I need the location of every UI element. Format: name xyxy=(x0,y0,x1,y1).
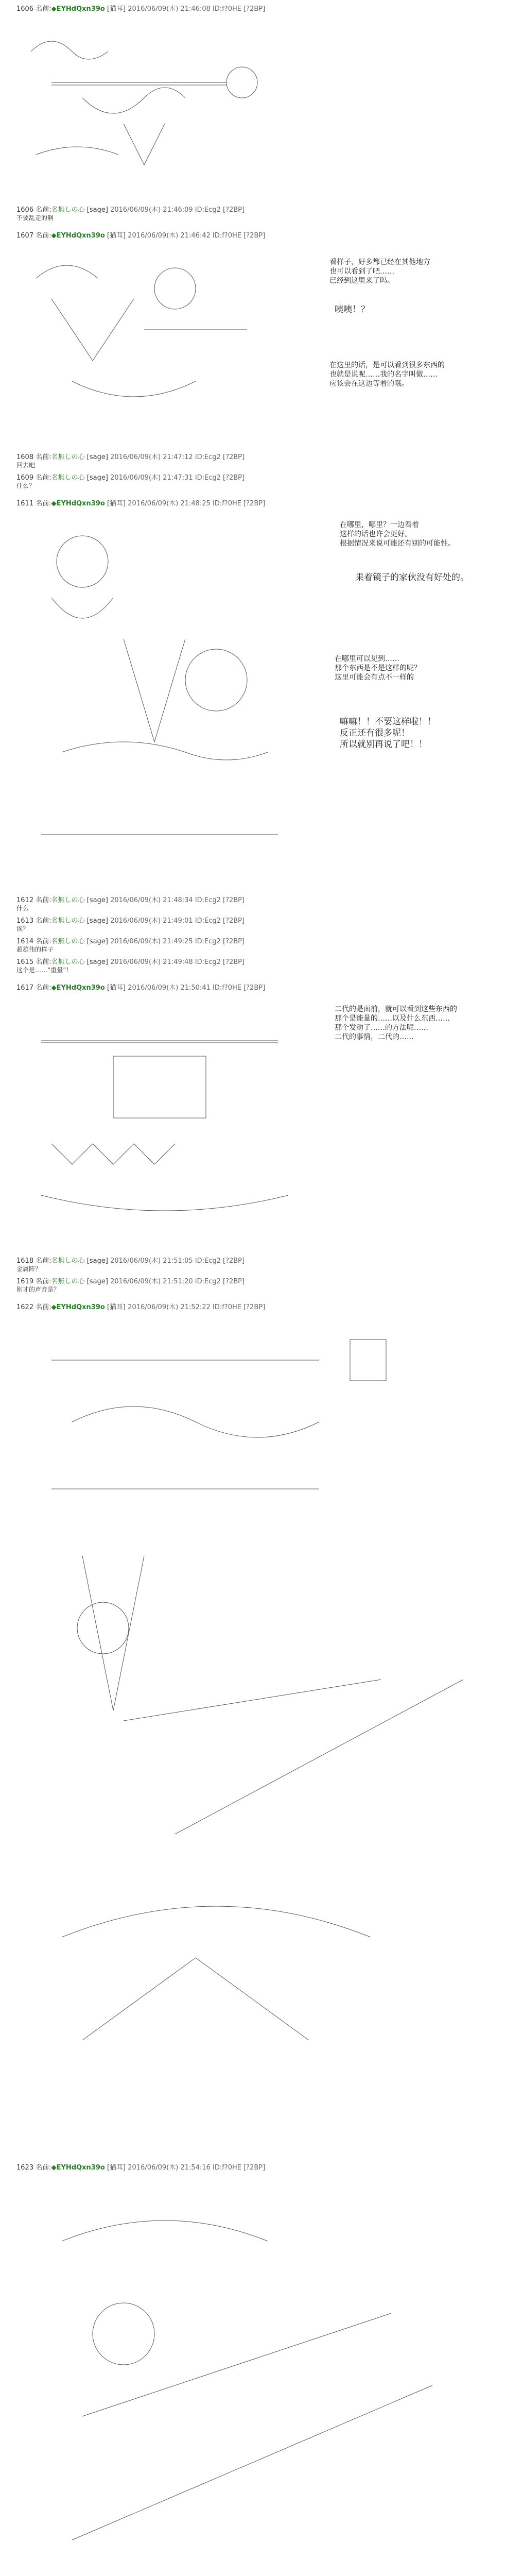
post-1618 xyxy=(16,1257,490,1273)
dialogue-text: 二代的是面前，就可以看到这些东西的 那个是能量的……以及什么东西…… 那个发动了……的方法呢…… 二代的事情，二代的…… xyxy=(335,1005,457,1041)
post-body: 金属阵？ xyxy=(16,1265,42,1273)
post-body: 诶？ xyxy=(16,925,29,933)
poster-name[interactable]: 名無しの心 xyxy=(51,917,85,925)
post-1623 xyxy=(16,2164,490,2172)
post-1619 xyxy=(16,1278,490,1294)
poster-name[interactable]: 名無しの心 xyxy=(51,896,85,904)
poster-name[interactable]: ◆EYHdQxn39o xyxy=(51,5,105,13)
post-body: 不要乱走的啊 xyxy=(16,214,54,222)
post-header: 1617 名前:◆EYHdQxn39o [猫耳] 2016/06/09(木) 21:50:41 ID:f?0HE [?2BP] xyxy=(16,984,266,992)
ascii-art-6 xyxy=(21,2179,484,2576)
post-header: 1614 名前:名無しの心 [sage] 2016/06/09(木) 21:49:25 ID:Ecg2 [?2BP] xyxy=(16,938,245,945)
post-header: 1609 名前:名無しの心 [sage] 2016/06/09(木) 21:47:31 ID:Ecg2 [?2BP] xyxy=(16,474,245,482)
dialogue-text: 咦咦！？ xyxy=(335,304,370,315)
poster-name[interactable]: 名無しの心 xyxy=(51,1257,85,1265)
post-body: 刚才的声音是？ xyxy=(16,1286,60,1293)
post-1606 xyxy=(16,5,490,13)
post-body: 什么？ xyxy=(16,482,36,489)
post-header: 1612 名前:名無しの心 [sage] 2016/06/09(木) 21:48:34 ID:Ecg2 [?2BP] xyxy=(16,896,245,904)
post-header: 1623 名前:◆EYHdQxn39o [猫耳] 2016/06/09(木) 21:54:16 ID:f?0HE [?2BP] xyxy=(16,2164,266,2172)
post-body: 什么 xyxy=(16,905,29,912)
post-header: 1622 名前:◆EYHdQxn39o [猫耳] 2016/06/09(木) 21:52:22 ID:f?0HE [?2BP] xyxy=(16,1303,266,1311)
poster-name[interactable]: 名無しの心 xyxy=(51,958,85,966)
dialogue-text: 在这里的话，是可以看到很多东西的 也就是说呢……我的名字叫做…… 应该会在这边等着的哦。 xyxy=(329,361,445,388)
dialogue-text: 在哪里可以见到…… 那个东西是不是这样的呢？ 这里可能会有点不一样的 xyxy=(335,655,421,682)
ascii-art-1 xyxy=(21,21,278,185)
poster-name[interactable]: 名無しの心 xyxy=(51,938,85,945)
post-1606b xyxy=(16,206,490,222)
post-header: 1618 名前:名無しの心 [sage] 2016/06/09(木) 21:51:05 ID:Ecg2 [?2BP] xyxy=(16,1257,245,1265)
poster-name[interactable]: 名無しの心 xyxy=(51,474,85,482)
ascii-art-4 xyxy=(21,999,309,1236)
post-body: 超雄伟的样子 xyxy=(16,946,54,953)
poster-name[interactable]: 名無しの心 xyxy=(51,1278,85,1285)
ascii-art-3 xyxy=(21,515,309,876)
poster-name[interactable]: ◆EYHdQxn39o xyxy=(51,2164,105,2172)
post-header: 1606 名前:◆EYHdQxn39o [猫耳] 2016/06/09(木) 21:46:08 ID:f?0HE [?2BP] xyxy=(16,5,266,13)
post-header: 1613 名前:名無しの心 [sage] 2016/06/09(木) 21:49:01 ID:Ecg2 [?2BP] xyxy=(16,917,245,925)
poster-name[interactable]: 名無しの心 xyxy=(51,453,85,461)
post-1614 xyxy=(16,938,490,954)
post-1608 xyxy=(16,453,490,469)
dialogue-text: 果着镜子的家伙没有好处的。 xyxy=(355,572,469,583)
ascii-art-5 xyxy=(21,1319,484,2143)
post-header: 1606 名前:名無しの心 [sage] 2016/06/09(木) 21:46:09 ID:Ecg2 [?2BP] xyxy=(16,206,245,214)
post-1613 xyxy=(16,917,490,933)
post-header: 1608 名前:名無しの心 [sage] 2016/06/09(木) 21:47:12 ID:Ecg2 [?2BP] xyxy=(16,453,245,461)
ascii-art-2 xyxy=(21,247,309,433)
post-body: 这个是……“重量”！ xyxy=(16,967,73,974)
post-1622 xyxy=(16,1303,490,1312)
post-1615 xyxy=(16,958,490,974)
poster-name[interactable]: ◆EYHdQxn39o xyxy=(51,500,105,507)
post-1612 xyxy=(16,896,490,912)
dialogue-text: 嘛嘛！！不要这样啦！！ 反正还有很多呢！ 所以就别再说了吧！！ xyxy=(340,717,436,750)
post-1617 xyxy=(16,984,490,992)
post-header: 1615 名前:名無しの心 [sage] 2016/06/09(木) 21:49:48 ID:Ecg2 [?2BP] xyxy=(16,958,245,966)
dialogue-text: 在哪里，哪里？一边看着 这样的话也许会更好。 根据情况来说可能还有别的可能性。 xyxy=(340,521,455,548)
poster-name[interactable]: ◆EYHdQxn39o xyxy=(51,232,105,240)
post-1609 xyxy=(16,474,490,490)
post-1607 xyxy=(16,232,490,240)
post-1611 xyxy=(16,500,490,508)
poster-name[interactable]: ◆EYHdQxn39o xyxy=(51,984,105,992)
dialogue-text: 看样子，好多都已经在其他地方 也可以看到了吧…… 已经到这里来了吗。 xyxy=(329,258,430,285)
post-header: 1611 名前:◆EYHdQxn39o [猫耳] 2016/06/09(木) 21:48:25 ID:f?0HE [?2BP] xyxy=(16,500,266,507)
post-header: 1619 名前:名無しの心 [sage] 2016/06/09(木) 21:51:20 ID:Ecg2 [?2BP] xyxy=(16,1278,245,1285)
poster-name[interactable]: 名無しの心 xyxy=(51,206,85,214)
post-body: 回去吧 xyxy=(16,462,36,469)
post-header: 1607 名前:◆EYHdQxn39o [猫耳] 2016/06/09(木) 21:46:42 ID:f?0HE [?2BP] xyxy=(16,232,266,240)
poster-name[interactable]: ◆EYHdQxn39o xyxy=(51,1303,105,1311)
